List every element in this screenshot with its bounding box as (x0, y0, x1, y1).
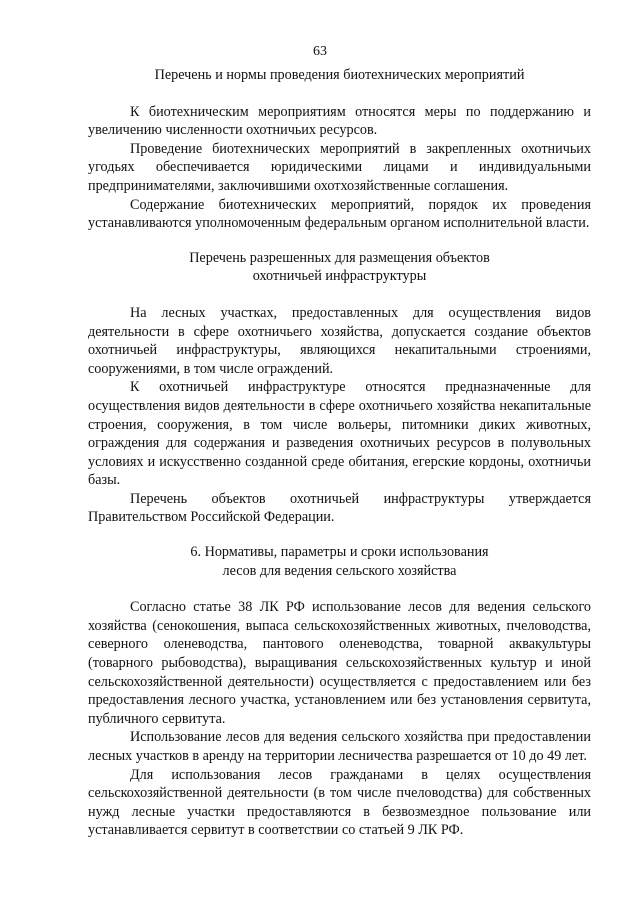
paragraph: Использование лесов для ведения сельского хозяйства при предоставлении лесных участков в аренду на территории лесничества разрешается от 10 до 49 лет. (88, 729, 591, 764)
spacer (88, 527, 591, 543)
paragraph: К охотничьей инфраструктуре относятся предназначенные для осуществления видов деятельности в сфере охотничьего хозяйства некапитальные строения, сооружения, в том числе вольеры, питомники диких животных, ограждения для содержания и разведения охотничьих ресурсов в полувольных условиях и искусственно созданной среде обитания, егерские кордоны, охотничьи базы. (88, 379, 591, 489)
spacer (88, 233, 591, 249)
paragraph: Перечень объектов охотничьей инфраструктуры утверждается Правительством Российской Федерации. (88, 490, 591, 526)
section-heading-hunting-infrastructure (88, 249, 591, 286)
spacer (88, 580, 591, 598)
paragraph: На лесных участках, предоставленных для осуществления видов деятельности в сфере охотничьего хозяйства, допускается создание объектов охотничьей инфраструктуры, являющихся некапитальными строениями, сооружениями, в том числе ограждений. (88, 304, 591, 377)
heading-line: Перечень разрешенных для размещения объектов (189, 249, 490, 266)
heading-line: Перечень и нормы проведения биотехнических мероприятий (154, 67, 525, 83)
page-number: 63 (313, 44, 327, 59)
paragraph: К биотехническим мероприятиям относятся меры по поддержанию и увеличению численности охотничьих ресурсов. (88, 103, 591, 139)
paragraph: Согласно статье 38 ЛК РФ использование лесов для ведения сельского хозяйства (сенокошения, выпаса сельскохозяйственных животных, пчеловодства, северного оленеводства, пантового оленеводства, товарной аквакультуры (товарного рыбоводства), выращивания сельскохозяйственных культур и иной сельскохозяйственной деятельности) осуществляется с предоставлением или без предоставления лесного участка, установлением или без установления сервитута, публичного сервитута. (88, 599, 591, 727)
spacer (88, 85, 591, 103)
heading-line: охотничьей инфраструктуры (252, 268, 427, 285)
heading-line: 6. Нормативы, параметры и сроки использования (190, 544, 489, 561)
section-heading-biotechnical (88, 66, 591, 85)
heading-line: лесов для ведения сельского хозяйства (222, 562, 457, 579)
paragraph: Проведение биотехнических мероприятий в закрепленных охотничьих угодьях обеспечивается юридическими лицами и индивидуальными предпринимателями, заключившими охотхозяйственные соглашения. (88, 140, 591, 194)
paragraph: Для использования лесов гражданами в целях осуществления сельскохозяйственной деятельности (в том числе пчеловодства) для собственных нужд лесные участки предоставляются в безвозмездное пользование или устанавливается сервитут в соответствии со статьей 9 ЛК РФ. (88, 766, 591, 839)
spacer (88, 286, 591, 304)
section-heading-agriculture (88, 543, 591, 580)
document-body (88, 66, 591, 840)
paragraph: Содержание биотехнических мероприятий, порядок их проведения устанавливаются уполномоченным федеральным органом исполнительной власти. (88, 196, 591, 232)
